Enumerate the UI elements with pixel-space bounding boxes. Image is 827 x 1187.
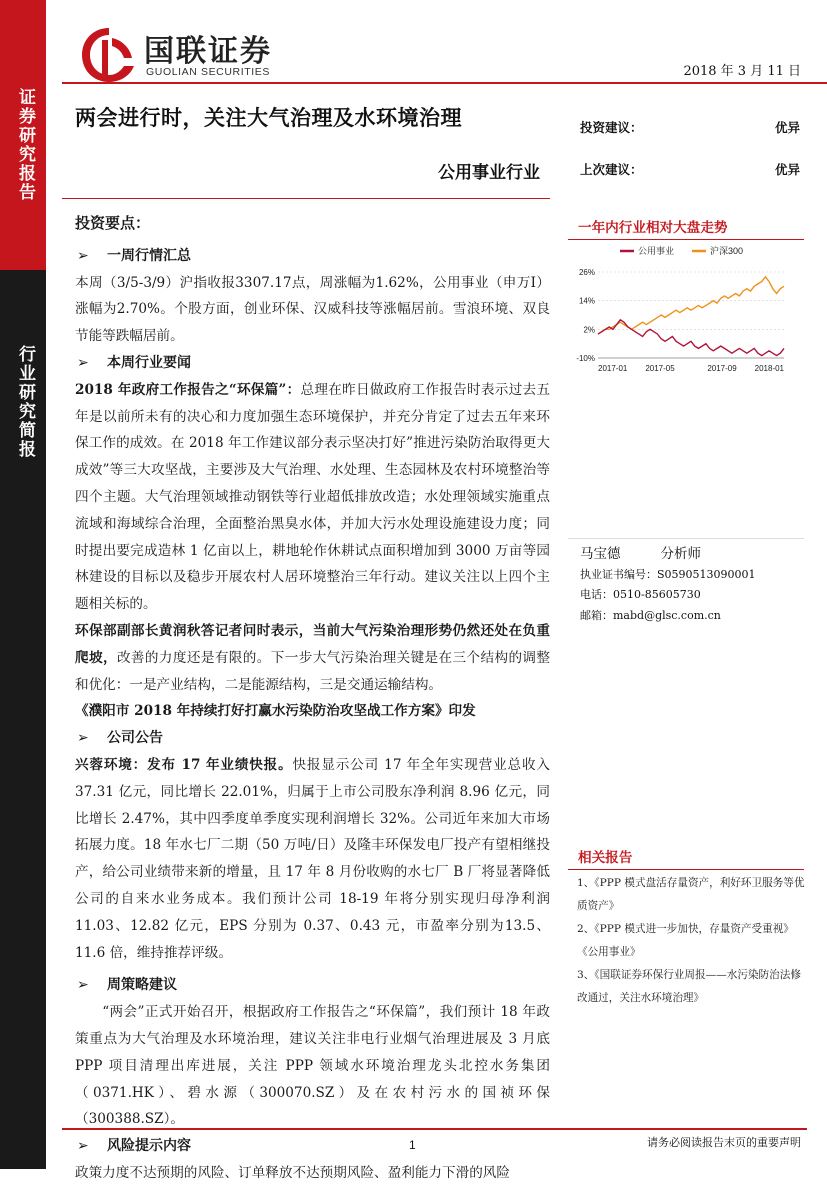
strategy-body: “两会”正式开始召开，根据政府工作报告之“环保篇”，我们预计 18 年政策重点为大气治理及水环境治理，建议关注非电行业烟气治理进展及 3 月底 PPP 项目清理出库进展，关注 PPP 领域水环境治理龙头北控水务集团（0371.HK）、碧水源（300070.SZ）及在农村污水的国祯环保（300388.SZ）。 — [75, 1004, 550, 1128]
rating-current-value: 优异 — [774, 120, 800, 135]
legend-label-sector: 公用事业 — [638, 246, 675, 256]
y-tick-label: 26% — [578, 268, 595, 277]
news-item-1 — [75, 377, 550, 618]
legend-label-index: 沪深300 — [710, 246, 744, 256]
sidebar-bottom-label: 行业研究简报 — [15, 345, 35, 459]
analyst-phone: 电话：0510-85605730 — [580, 588, 701, 601]
analyst-role: 分析师 — [660, 546, 701, 562]
section-strategy — [75, 972, 550, 999]
news-item-2-lead: 环保部副部长黄润秋答记者问时表示，当前大气污染治理形势仍然还处在负重爬坡， — [75, 622, 550, 666]
footer-disclaimer-note: 请务必阅读报告末页的重要声明 — [647, 1136, 801, 1149]
x-tick-label: 2017-05 — [645, 364, 675, 373]
section-arrow-icon: ➢ — [77, 1138, 89, 1155]
rating-previous-label: 上次建议： — [580, 162, 643, 177]
relative-performance-chart — [568, 240, 808, 380]
related-report-item[interactable]: 3、《国联证券环保行业周报——水污染防治法修改通过，关注水环境治理》 — [577, 969, 801, 1004]
analyst-email[interactable]: 邮箱：mabd@glsc.com.cn — [580, 608, 721, 622]
x-tick-label: 2017-01 — [598, 364, 628, 373]
chart-legend — [620, 245, 743, 256]
section-title: 本周行业要闻 — [107, 354, 191, 371]
y-tick-label: 14% — [578, 296, 595, 306]
related-report-item[interactable]: 1、《PPP 模式盘活存量资产，利好环卫服务等优质资产》 — [577, 877, 805, 912]
section-title: 一周行情汇总 — [107, 247, 191, 264]
rating-previous-value: 优异 — [774, 162, 800, 177]
y-tick-label: -10% — [576, 354, 595, 363]
related-report-item[interactable]: 2、《PPP 模式进一步加快，存量资产受重视》《公用事业》 — [577, 923, 794, 958]
chart-x-ticks — [598, 364, 785, 373]
y-tick-label: 2% — [583, 325, 595, 335]
news-item-1-body: 总理在昨日做政府工作报告时表示过去五年是以前所未有的决心和力度加强生态环境保护，并充分肯定了过去五年来环保工作的成效。在 2018 年工作建议部分表示坚决打好”推进污染防治取得更大成效”等三大攻坚战，主要涉及大气治理、水处理、生态园林及农村环境整治等四个主题。大气治理领域推动钢铁等行业超低排放改造；水处理领域实施重点流域和海域综合治理，全面整治黑臭水体，并加大污水处理设施建设力度；同时提出要完成造林 1 亿亩以上，耕地轮作休耕试点面积增加到 3000 万亩等园林建设的目标以及稳步开展农村人居环境整治三年行动。建议关注以上四个主题相关标的。 — [75, 381, 550, 613]
title-divider — [62, 198, 550, 199]
industry-label: 公用事业行业 — [438, 163, 540, 183]
company-notice — [75, 752, 550, 966]
section-arrow-icon: ➢ — [77, 354, 89, 371]
main-content — [75, 210, 550, 1187]
section-arrow-icon: ➢ — [77, 247, 89, 264]
logo-mark-icon — [78, 24, 140, 86]
section-arrow-icon: ➢ — [77, 977, 89, 994]
report-title: 两会进行时，关注大气治理及水环境治理 — [75, 106, 462, 130]
analyst-name-row — [580, 544, 810, 565]
footer-divider — [62, 1128, 807, 1130]
analyst-license: 执业证书编号：S0590513090001 — [580, 567, 756, 581]
chart-section-title: 一年内行业相对大盘走势 — [568, 216, 804, 240]
company-notice-body: 快报显示公司 17 年全年实现营业总收入37.31 亿元，同比增长 22.01%，归属于上市公司股东净利润 8.96 亿元，同比增长 2.47%，其中四季度单季度实现利润增长 32%。公司近年来加大市场拓展力度。18 年水七厂二期（50 万吨/日）及隆丰环保发电厂投产有望相继投产，给公司业绩带来新的增量，且 17 年 8 月份收购的水七厂 B 厂将显著降低公司的自来水业务成本。我们预计公司 18-19 年将分别实现归母净利润 11.03、12.82 亿元，EPS 分别为 0.37、0.43 元，市盈率分别为13.5、11.6 倍，维持推荐评级。 — [75, 756, 550, 961]
x-tick-label: 2017-09 — [707, 364, 737, 373]
sidebar-top-label: 证券研究报告 — [15, 88, 35, 202]
company-notice-lead: 兴蓉环境：发布 17 年业绩快报。 — [75, 756, 293, 773]
section-industry-news — [75, 350, 550, 377]
section-arrow-icon: ➢ — [77, 730, 89, 747]
section-title: 周策略建议 — [107, 977, 177, 994]
report-date: 2018 年 3 月 11 日 — [683, 64, 801, 79]
related-reports-list — [577, 872, 805, 1010]
section-weekly-market — [75, 243, 550, 270]
brand-logo — [78, 24, 308, 86]
news-item-2-body: 改善的力度还是有限的。下一步大气污染治理关键是在三个结构的调整和优化：一是产业结构，二是能源结构，三是交通运输结构。 — [75, 649, 551, 693]
rating-current-label: 投资建议： — [580, 120, 643, 135]
section-title: 公司公告 — [107, 730, 163, 747]
section-title: 风险提示内容 — [107, 1138, 191, 1155]
page-number: 1 — [409, 1138, 416, 1152]
section-company-notices — [75, 725, 550, 752]
news-item-3: 《濮阳市 2018 年持续打好打赢水污染防治攻坚战工作方案》印发 — [75, 703, 476, 720]
brand-name-cn: 国联证券 — [144, 34, 272, 69]
analyst-name: 马宝德 — [580, 546, 621, 562]
header-divider — [62, 82, 827, 84]
risk-body: 政策力度不达预期的风险、订单释放不达预期风险、盈利能力下滑的风险 — [75, 1164, 510, 1181]
section-risk — [75, 1133, 550, 1160]
chart-y-ticks — [576, 268, 595, 363]
analyst-divider — [568, 538, 804, 539]
analyst-block — [580, 544, 810, 626]
news-item-2 — [75, 618, 550, 698]
brand-name-en: GUOLIAN SECURITIES — [146, 66, 270, 78]
news-item-1-lead: 2018 年政府工作报告之“环保篇”： — [75, 381, 301, 398]
key-points-heading: 投资要点： — [75, 214, 151, 232]
related-reports-title: 相关报告 — [568, 846, 804, 870]
x-tick-label: 2018-01 — [754, 364, 784, 373]
series-line-utilities — [598, 320, 784, 356]
weekly-market-body: 本周（3/5-3/9）沪指收报3307.17点，周涨幅为1.62%，公用事业（申万Ⅰ）涨幅为2.70%。个股方面，创业环保、汉威科技等涨幅居前。雪浪环境、双良节能等跌幅居前。 — [75, 274, 550, 345]
